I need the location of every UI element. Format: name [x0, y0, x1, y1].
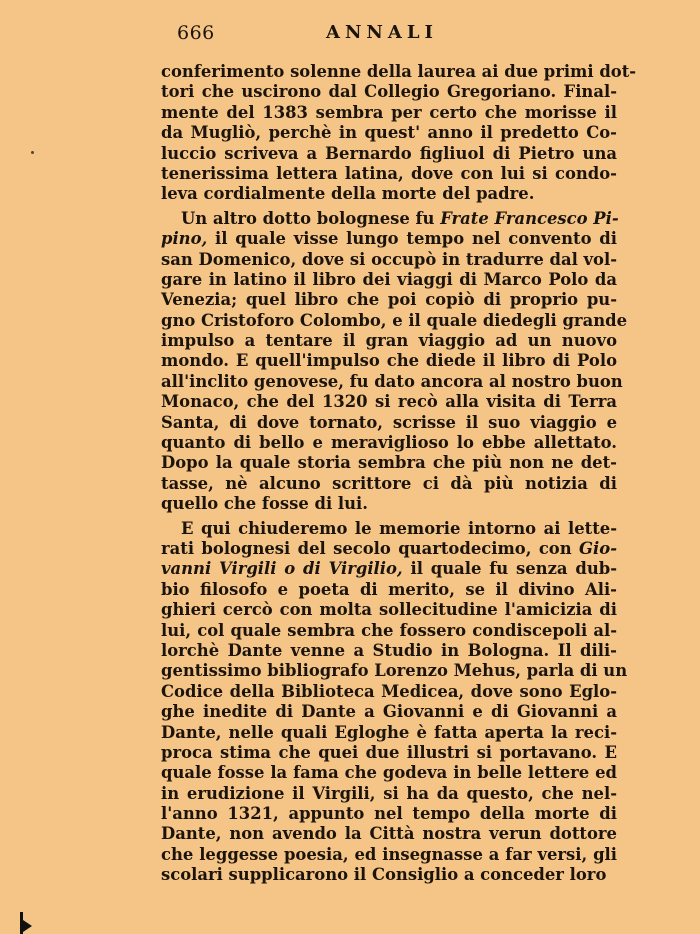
text-line [161, 682, 617, 702]
text-segment: quanto di bello e meraviglioso lo ebbe allettato. [161, 433, 617, 453]
page-header [0, 22, 700, 48]
text-line [161, 209, 617, 229]
text-line [161, 123, 617, 143]
text-segment: E qui chiuderemo le memorie intorno ai lette- [181, 518, 617, 538]
text-segment: Dopo la quale storia sembra che più non ne det- [161, 453, 617, 473]
text-line [161, 413, 617, 433]
text-segment: mente del 1383 sembra per certo che morisse il [161, 102, 617, 122]
text-segment: ghe inedite di Dante a Giovanni e di Giovanni a [161, 702, 617, 722]
text-segment: Codice della Biblioteca Medicea, dove sono Eglo- [161, 681, 617, 701]
text-segment: rati bolognesi del secolo quartodecimo, con [161, 538, 580, 558]
text-segment: Monaco, che del 1320 si recò alla visita di Terra [161, 392, 617, 412]
text-segment: tori che uscirono dal Collegio Gregoriano. Final- [161, 82, 617, 102]
text-line [161, 164, 617, 184]
text-line [161, 641, 617, 661]
text-segment: gentissimo bibliografo Lorenzo Mehus, parla di un [161, 661, 628, 681]
text-line [161, 331, 617, 351]
text-segment: gare in latino il libro dei viaggi di Marco Polo da [161, 269, 617, 289]
text-segment: Dante, non avendo la Città nostra verun dottore [161, 824, 617, 844]
corner-arrow-icon [20, 918, 32, 934]
text-segment: leva cordialmente della morte del padre. [161, 184, 535, 204]
text-line [161, 290, 617, 310]
text-segment: da Mugliò, perchè in quest' anno il predetto Co- [161, 123, 617, 143]
text-line [161, 62, 637, 82]
text-line [161, 519, 617, 539]
text-line [161, 784, 617, 804]
text-line [161, 539, 617, 559]
text-line [161, 144, 617, 164]
page-number: 666 [177, 22, 215, 44]
text-line [161, 474, 617, 494]
text-segment: Santa, di dove tornato, scrisse il suo viaggio e [161, 412, 617, 432]
text-line [161, 103, 617, 123]
running-title: ANNALI [326, 22, 438, 43]
italic-text-segment: Frate Francesco Pi- [440, 208, 619, 228]
text-segment: scolari supplicarono il Consiglio a conceder loro [161, 865, 607, 885]
paper-speck [31, 151, 34, 154]
text-line [161, 433, 617, 453]
text-line [161, 702, 617, 722]
text-segment: Un altro dotto bolognese fu [181, 208, 441, 228]
text-line [161, 600, 617, 620]
text-segment: Dante, nelle quali Egloghe è fatta aperta la reci- [161, 722, 617, 742]
text-segment: impulso a tentare il gran viaggio ad un nuovo [161, 331, 617, 351]
text-line [161, 824, 617, 844]
text-segment: tasse, nè alcuno scrittore ci dà più notizia di [161, 473, 617, 493]
text-line [161, 310, 627, 331]
italic-text-segment: vanni Virgili o di Virgilio, [161, 559, 403, 579]
text-line [161, 453, 617, 473]
text-segment: il quale fu senza dub- [402, 559, 617, 579]
italic-text-segment: Gio- [579, 538, 617, 558]
text-segment: lorchè Dante venne a Studio in Bologna. Il dili- [161, 640, 617, 660]
text-segment: bio filosofo e poeta di merito, se il divino Ali- [161, 579, 617, 599]
text-line [161, 661, 628, 681]
text-segment: ghieri cercò con molta sollecitudine l'amicizia di [161, 600, 617, 620]
text-line [161, 351, 617, 371]
text-segment: in erudizione il Virgili, si ha da questo, che nel- [161, 783, 617, 803]
text-line [161, 804, 617, 824]
text-segment: Venezia; quel libro che poi copiò di proprio pu- [161, 290, 617, 310]
text-segment: quello che fosse di lui. [161, 494, 368, 514]
text-segment: all'inclito genovese, fu dato ancora al nostro buon [161, 371, 623, 391]
text-segment: luccio scriveva a Bernardo figliuol di Pietro una [161, 143, 617, 163]
text-segment: tenerissima lettera latina, dove con lui si condo- [161, 163, 617, 183]
text-segment: lui, col quale sembra che fossero condiscepoli al- [161, 620, 617, 640]
text-segment: mondo. E quell'impulso che diede il libro di Polo [161, 351, 617, 371]
text-segment: quale fosse la fama che godeva in belle lettere ed [161, 763, 617, 783]
text-line [161, 743, 617, 763]
text-line [161, 270, 617, 290]
text-segment: gno Cristoforo Colombo, e il quale diedegli grande [161, 310, 627, 330]
text-line [161, 723, 617, 743]
text-segment: conferimento solenne della laurea ai due primi dot- [161, 62, 637, 81]
body-text [161, 62, 637, 886]
text-segment: san Domenico, dove si occupò in tradurre dal vol- [161, 249, 617, 269]
text-segment: il quale visse lungo tempo nel convento di [207, 229, 617, 249]
text-line [161, 229, 617, 249]
text-line [161, 559, 617, 579]
text-line [161, 865, 617, 885]
text-line [161, 494, 617, 514]
text-line [161, 621, 617, 641]
text-line [161, 763, 617, 783]
text-line [161, 250, 617, 270]
text-segment: proca stima che quei due illustri si portavano. E [161, 742, 617, 762]
text-segment: l'anno 1321, appunto nel tempo della morte di [161, 804, 617, 824]
text-line [161, 580, 617, 600]
text-line [161, 392, 617, 412]
text-line [161, 184, 617, 204]
text-line [161, 845, 617, 865]
text-line [161, 371, 623, 392]
text-segment: che leggesse poesia, ed insegnasse a far versi, gli [161, 844, 617, 864]
text-line [161, 82, 617, 102]
italic-text-segment: pino, [161, 229, 208, 249]
